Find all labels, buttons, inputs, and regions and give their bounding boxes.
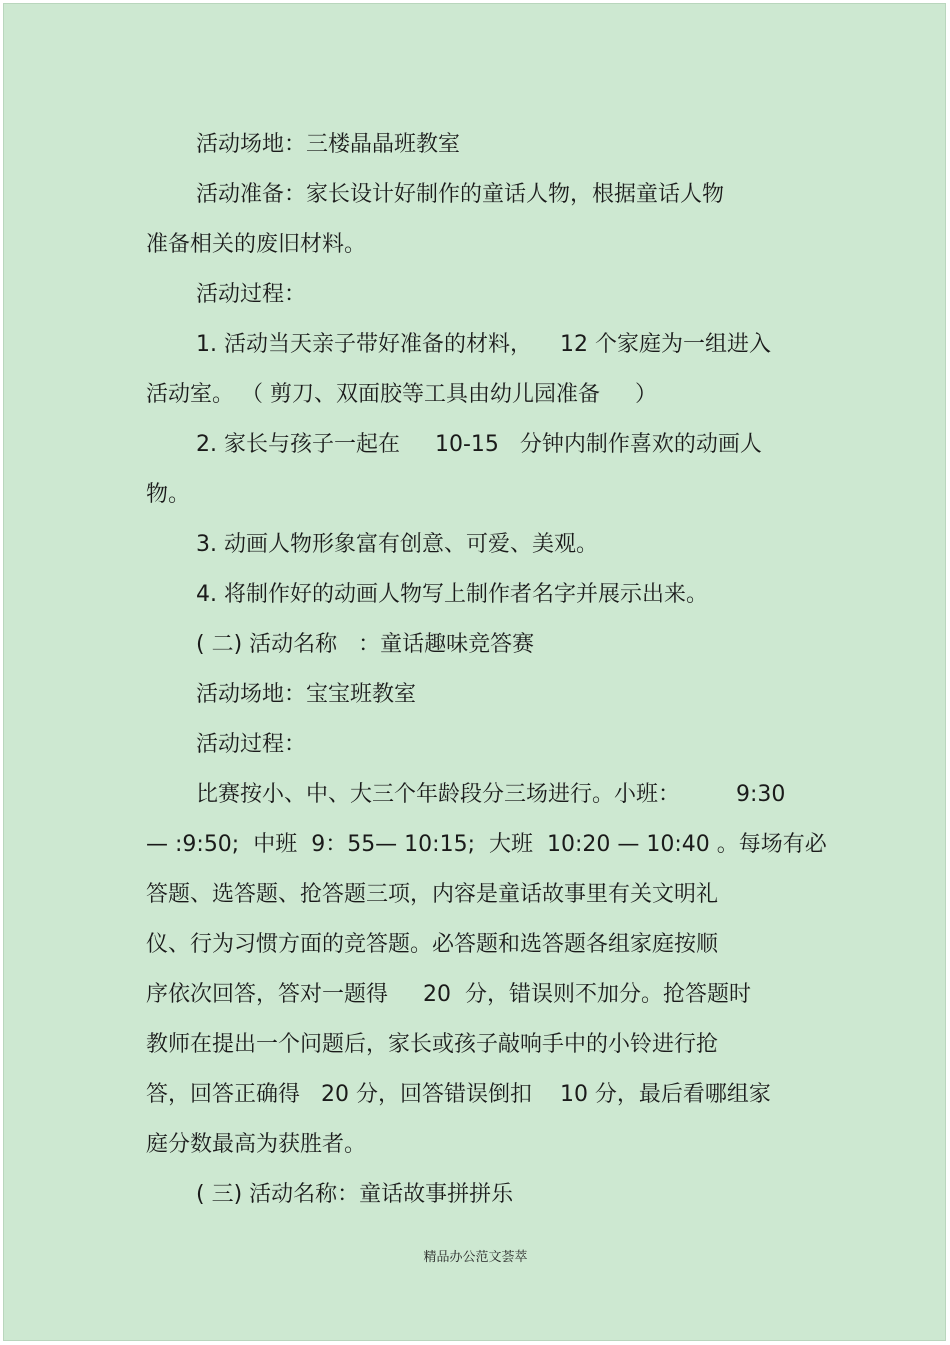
contest-paragraph-line-1: 比赛按小、中、大三个年龄段分三场进行。小班： 9:30	[196, 782, 786, 807]
venue-line: 活动场地：三楼晶晶班教室	[196, 132, 461, 157]
step-4-line: 4. 将制作好的动画人物写上制作者名字并展示出来。	[196, 582, 708, 607]
activity-2-process-heading: 活动过程：	[196, 732, 307, 757]
page-footer: 精品办公范文荟萃	[423, 1250, 528, 1265]
contest-paragraph-line-6: 教师在提出一个问题后，家长或孩子敲响手中的小铃进行抢	[146, 1032, 719, 1057]
contest-paragraph-line-7: 答，回答正确得 20 分，回答错误倒扣 10 分，最后看哪组家	[146, 1082, 771, 1107]
contest-paragraph-line-8: 庭分数最高为获胜者。	[146, 1132, 367, 1157]
step-3-line: 3. 动画人物形象富有创意、可爱、美观。	[196, 532, 598, 557]
step-2-line-cont: 物。	[146, 482, 191, 507]
contest-paragraph-line-2: — :9:50; 中班 9：55— 10:15; 大班 10:20 — 10:40 。每场有必	[146, 832, 827, 857]
activity-2-title: ( 二) 活动名称 ：童话趣味竞答赛	[196, 632, 535, 657]
document-page	[3, 3, 946, 1341]
preparation-line-cont: 准备相关的废旧材料。	[146, 232, 367, 257]
activity-2-venue: 活动场地：宝宝班教室	[196, 682, 417, 707]
step-1-line: 1. 活动当天亲子带好准备的材料， 12 个家庭为一组进入	[196, 332, 771, 357]
step-1-line-cont: 活动室。 （ 剪刀、双面胶等工具由幼儿园准备 ）	[146, 382, 657, 407]
contest-paragraph-line-3: 答题、选答题、抢答题三项，内容是童话故事里有关文明礼	[146, 882, 719, 907]
activity-3-title: ( 三) 活动名称：童话故事拼拼乐	[196, 1182, 514, 1207]
preparation-line: 活动准备：家长设计好制作的童话人物，根据童话人物	[196, 182, 725, 207]
process-heading: 活动过程：	[196, 282, 307, 307]
step-2-line: 2. 家长与孩子一起在 10-15 分钟内制作喜欢的动画人	[196, 432, 762, 457]
contest-paragraph-line-5: 序依次回答，答对一题得 20 分，错误则不加分。抢答题时	[146, 982, 751, 1007]
contest-paragraph-line-4: 仪、行为习惯方面的竞答题。必答题和选答题各组家庭按顺	[146, 932, 719, 957]
